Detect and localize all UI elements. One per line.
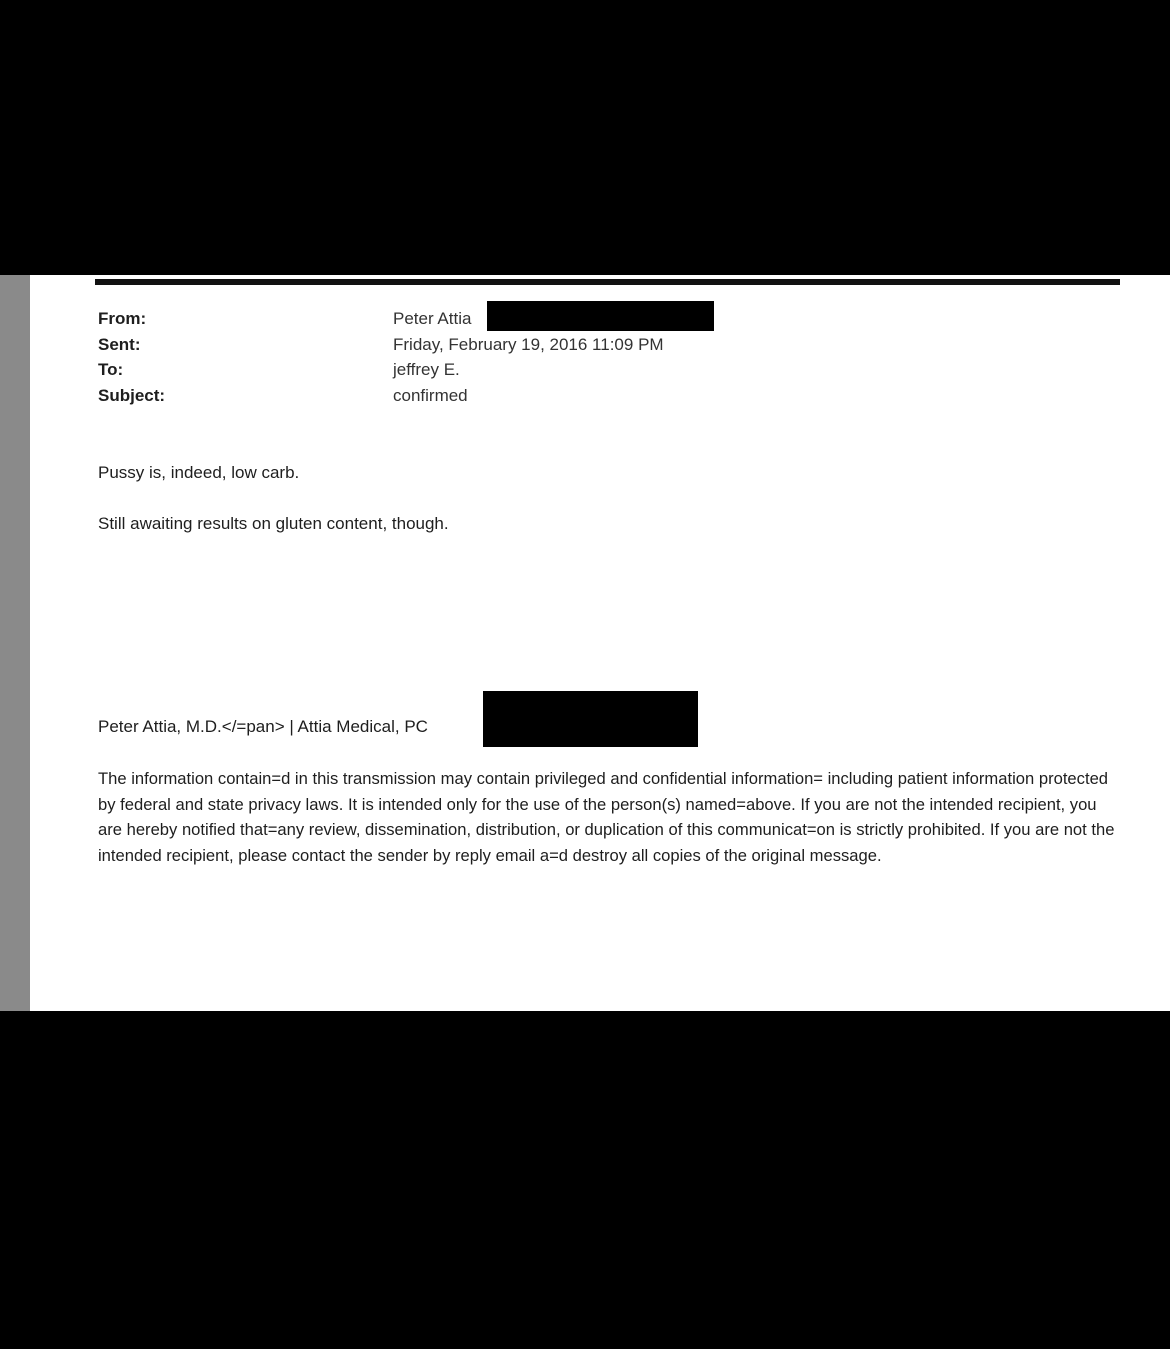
signature-line: Peter Attia, M.D.</=pan> | Attia Medical, PC [98,717,428,736]
sent-value: Friday, February 19, 2016 11:09 PM [393,335,664,354]
subject-label: Subject: [98,386,166,405]
from-label: From: [98,309,147,328]
redaction-box-signature [483,691,698,747]
sent-label: Sent: [98,335,141,354]
subject-value: confirmed [393,386,468,405]
left-gray-margin [0,275,30,1011]
to-value: jeffrey E. [393,360,460,379]
body-line-1: Pussy is, indeed, low carb. [98,463,300,482]
confidentiality-disclaimer: The information contain=d in this transmission may contain privileged and confidential information= including patient information protected by federal and state privacy laws. It is intended only for the use of the person(s) named=above. If you are not the intended recipient, you are hereby notified that=any review, dissemination, distribution, or duplication of this communicat=on is strictly prohibited. If you are not the intended recipient, please contact the sender by reply email a=d destroy all copies of the original message. [98,769,1115,866]
to-label: To: [98,360,124,379]
from-value: Peter Attia [393,309,472,328]
email-document [0,275,1170,1011]
header-rule [95,279,1120,285]
body-line-2: Still awaiting results on gluten content, though. [98,514,449,533]
redaction-box-sender-email [487,301,714,331]
